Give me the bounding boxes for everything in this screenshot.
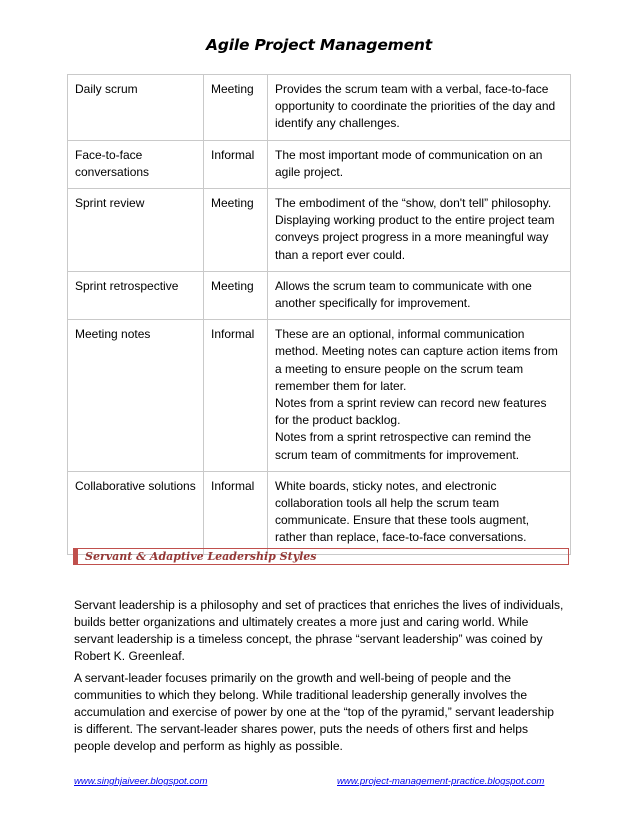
description-cell [268,471,571,554]
description-text: The most important mode of communication on an agile project. [275,147,543,179]
tool-cell: Sprint retrospective [68,271,204,319]
tool-cell: Meeting notes [68,320,204,472]
description-text: Allows the scrum team to communicate with one another specifically for improvement. [275,278,532,311]
tool-cell: Daily scrum [68,75,204,141]
description-text: The embodiment of the “show, don't tell” philosophy. Displaying working product to the entire project team conveys project progress in a more meaningful way than a report ever could. [275,196,555,262]
description-cell [268,320,571,472]
table-row [68,75,571,141]
type-cell: Informal [204,140,268,188]
type-cell: Informal [204,471,268,554]
description-text: Notes from a sprint retrospective can remind the scrum team of commitments for improvement. [275,430,532,462]
table-row [68,189,571,272]
type-cell: Informal [204,320,268,472]
tool-cell: Collaborative solutions [68,471,204,554]
description-cell [268,75,571,141]
table-row [68,271,571,319]
type-cell: Meeting [204,271,268,319]
type-cell: Meeting [204,75,268,141]
footer-link-right[interactable]: www.project-management-practice.blogspot.com [337,776,545,787]
table-row [68,471,571,554]
type-cell: Meeting [204,189,268,272]
description-text: These are an optional, informal communication method. Meeting notes can capture action items from a meeting to ensure people on the scrum team remember them for later. [275,327,558,393]
page-title: Agile Project Management [206,36,432,54]
tool-cell: Sprint review [68,189,204,272]
footer-link-left[interactable]: www.singhjaiveer.blogspot.com [74,776,208,787]
section-title: Servant & Adaptive Leadership Styles [85,550,317,563]
tool-cell: Face-to-face conversations [68,140,204,188]
communication-table [67,74,571,555]
description-cell [268,189,571,272]
paragraph: Servant leadership is a philosophy and set of practices that enriches the lives of individuals, builds better organizations and ultimately creates a more just and caring world. While servant leadership is a timeless concept, the phrase “servant leadership” was coined by Robert K. Greenleaf. [74,598,564,663]
section-heading-bar [73,548,569,565]
table-row [68,140,571,188]
description-text: White boards, sticky notes, and electronic collaboration tools all help the scrum team communicate. Ensure that these tools augment, rather than replace, face-to-face conversations. [275,478,530,545]
description-text: Notes from a sprint review can record new features for the product backlog. [275,396,547,428]
description-text: Provides the scrum team with a verbal, face-to-face opportunity to coordinate the priorities of the day and identify any challenges. [275,82,556,131]
description-cell [268,140,571,188]
table-row [68,320,571,472]
paragraph: A servant-leader focuses primarily on the growth and well-being of people and the communities to which they belong. While traditional leadership generally involves the accumulation and exercise of power by one at the “top of the pyramid,” servant leadership is different. The servant-leader shares power, puts the needs of others first and helps people develop and perform as highly as possible. [74,671,554,753]
description-cell [268,271,571,319]
